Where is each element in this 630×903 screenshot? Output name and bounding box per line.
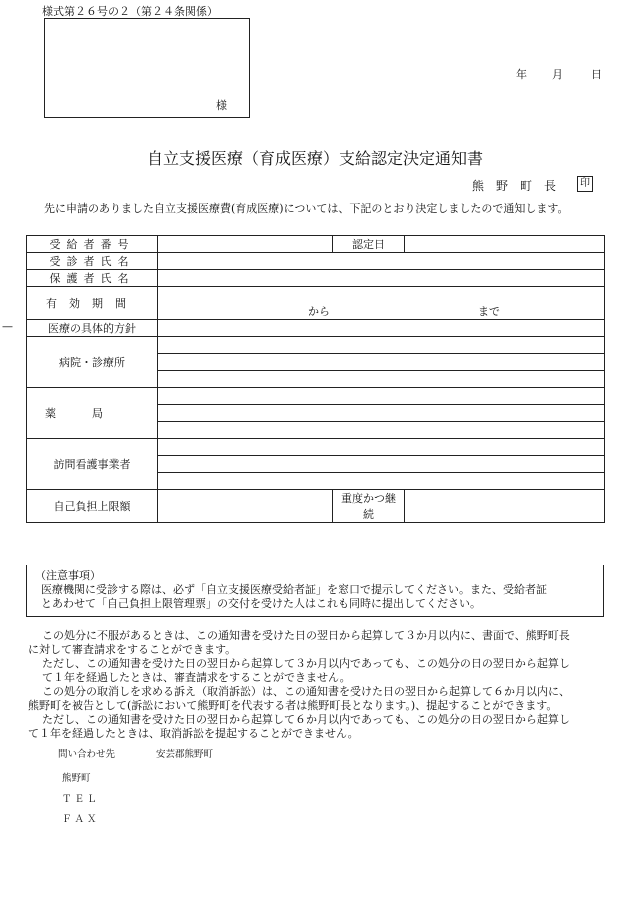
appeal-p2b: て１年を経過したときは、審査請求をすることができません。 <box>42 671 351 684</box>
date-day: 日 <box>591 68 602 81</box>
hospital-label: 病院・診療所 <box>27 337 158 388</box>
appeal-p4a: ただし、この通知書を受けた日の翌日から起算して６か月以内であっても、この処分の日の翌日から起算し <box>42 713 570 726</box>
nursing-row-1[interactable] <box>158 439 605 456</box>
certification-table <box>26 235 605 523</box>
seal-mark: 印 <box>577 176 593 192</box>
severe-continuous-value[interactable] <box>405 490 605 523</box>
copay-limit-label: 自己負担上限額 <box>27 490 158 523</box>
pharmacy-row-1[interactable] <box>158 388 605 405</box>
contact-label: 問い合わせ先 <box>58 749 116 760</box>
notes-box <box>26 565 604 617</box>
contact-office: 熊野町 <box>62 773 91 784</box>
validity-until: まで <box>478 305 500 318</box>
severe-continuous-label: 重度かつ継続 <box>333 490 405 523</box>
guardian-name-value[interactable] <box>158 270 605 287</box>
form-number: 様式第２６号の２（第２４条関係） <box>42 5 218 18</box>
pharmacy-row-2[interactable] <box>158 405 605 422</box>
appeal-p4b: て１年を経過したときは、取消訴訟を提起することができません。 <box>28 727 359 740</box>
recipient-number-value[interactable] <box>158 236 333 253</box>
addressee-suffix: 様 <box>216 99 227 112</box>
appeal-p3a: この処分の取消しを求める訴え（取消訴訟）は、この通知書を受けた日の翌日から起算して６か月以内に、 <box>42 685 570 698</box>
hospital-row-1[interactable] <box>158 337 605 354</box>
patient-name-label: 受診者氏名 <box>27 253 158 270</box>
date-year: 年 <box>516 68 527 81</box>
treatment-policy-label: 医療の具体的方針 <box>27 320 158 337</box>
notes-heading: （注意事項） <box>35 569 101 582</box>
hospital-row-3[interactable] <box>158 371 605 388</box>
guardian-name-label: 保護者氏名 <box>27 270 158 287</box>
recipient-number-label: 受給者番号 <box>27 236 158 253</box>
pharmacy-label: 薬局 <box>27 388 158 439</box>
addressee-box[interactable] <box>44 18 250 118</box>
validity-period-label: 有効期間 <box>27 287 158 320</box>
notes-line-1: 医療機関に受診する際は、必ず「自立支援医療受給者証」を窓口で提示してください。また、受給者証 <box>41 583 547 596</box>
document-title: 自立支援医療（育成医療）支給認定決定通知書 <box>146 149 483 168</box>
intro-text: 先に申請のありました自立支援医療費(育成医療)については、下記のとおり決定しましたので通知します。 <box>44 202 569 215</box>
issuer-name: 熊野町長 <box>472 179 569 193</box>
nursing-row-2[interactable] <box>158 456 605 473</box>
hospital-row-2[interactable] <box>158 354 605 371</box>
appeal-instructions <box>28 629 608 741</box>
appeal-p2a: ただし、この通知書を受けた日の翌日から起算して３か月以内であっても、この処分の日の翌日から起算し <box>42 657 570 670</box>
validity-from: から <box>308 305 330 318</box>
notes-line-2: とあわせて「自己負担上限管理票」の交付を受けた人はこれも同時に提出してください。 <box>41 597 481 610</box>
contact-fax: ＦＡＸ <box>62 814 100 825</box>
certification-date-label: 認定日 <box>333 236 405 253</box>
copay-limit-value[interactable] <box>158 490 333 523</box>
margin-mark: — <box>2 320 13 333</box>
validity-period-value[interactable] <box>158 287 605 320</box>
date-month: 月 <box>552 68 563 81</box>
contact-tel: ＴＥＬ <box>62 794 100 805</box>
appeal-p1b: に対して審査請求をすることができます。 <box>28 643 237 656</box>
appeal-p3b: 熊野町を被告として(訴訟において熊野町を代表する者は熊野町長となります。)、提起することができます。 <box>28 699 558 712</box>
certification-date-value[interactable] <box>405 236 605 253</box>
treatment-policy-value[interactable] <box>158 320 605 337</box>
nursing-label: 訪問看護事業者 <box>27 439 158 490</box>
pharmacy-row-3[interactable] <box>158 422 605 439</box>
contact-address: 安芸郡熊野町 <box>156 749 214 760</box>
patient-name-value[interactable] <box>158 253 605 270</box>
appeal-p1a: この処分に不服があるときは、この通知書を受けた日の翌日から起算して３か月以内に、書面で、熊野町長 <box>42 629 570 642</box>
nursing-row-3[interactable] <box>158 473 605 490</box>
